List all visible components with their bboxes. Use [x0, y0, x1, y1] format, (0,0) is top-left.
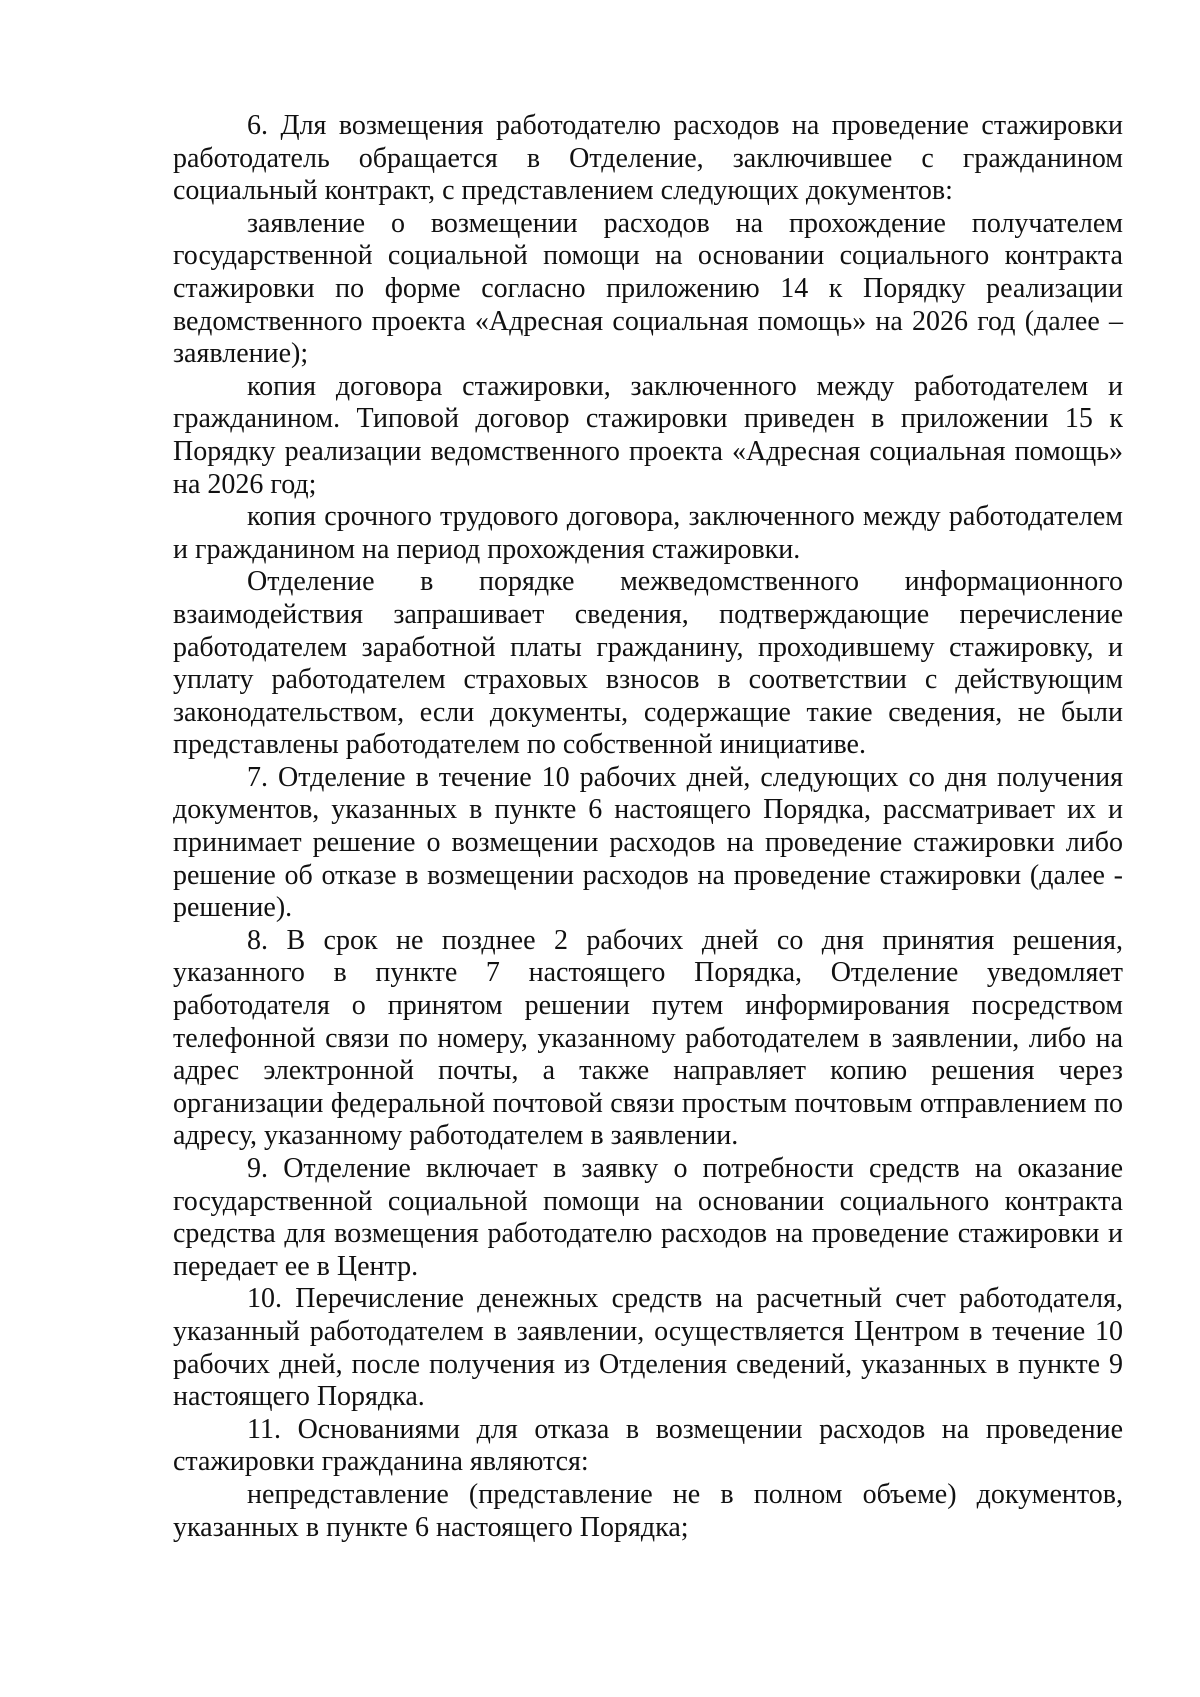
paragraph-8: 8. В срок не позднее 2 рабочих дней со дня принятия решения, указанного в пункте 7 настоящего Порядка, Отделение уведомляет работодателя о принятом решении путем информирования посредством телефонной связи по номеру, указанному работодателем в заявлении, либо на адрес электронной почты, а также направляет копию решения через организации федеральной почтовой связи простым почтовым отправлением по адресу, указанному работодателем в заявлении.: [173, 924, 1123, 1152]
paragraph-10: 10. Перечисление денежных средств на расчетный счет работодателя, указанный работодателем в заявлении, осуществляется Центром в течение 10 рабочих дней, после получения из Отделения сведений, указанных в пункте 9 настоящего Порядка.: [173, 1283, 1123, 1413]
paragraph-application: заявление о возмещении расходов на прохождение получателем государственной социальной помощи на основании социального контракта стажировки по форме согласно приложению 14 к Порядку реализации ведомственного проекта «Адресная социальная помощь» на 2026 год (далее – заявление);: [173, 207, 1123, 370]
paragraph-7: 7. Отделение в течение 10 рабочих дней, следующих со дня получения документов, указанных в пункте 6 настоящего Порядка, рассматривает их и принимает решение о возмещении расходов на проведение стажировки либо решение об отказе в возмещении расходов на проведение стажировки (далее - решение).: [173, 761, 1123, 924]
document-page: [173, 110, 1123, 1544]
paragraph-6: 6. Для возмещения работодателю расходов на проведение стажировки работодатель обращается в Отделение, заключившее с гражданином социальный контракт, с представлением следующих документов:: [173, 110, 1123, 207]
paragraph-labor-contract-copy: копия срочного трудового договора, заключенного между работодателем и гражданином на период прохождения стажировки.: [173, 501, 1123, 565]
paragraph-9: 9. Отделение включает в заявку о потребности средств на оказание государственной социальной помощи на основании социального контракта средства для возмещения работодателю расходов на проведение стажировки и передает ее в Центр.: [173, 1153, 1123, 1282]
paragraph-refusal-ground: непредставление (представление не в полном объеме) документов, указанных в пункте 6 настоящего Порядка;: [173, 1478, 1123, 1543]
paragraph-internship-contract-copy: копия договора стажировки, заключенного между работодателем и гражданином. Типовой договор стажировки приведен в приложении 15 к Порядку реализации ведомственного проекта «Адресная социальная помощь» на 2026 год;: [173, 370, 1123, 500]
paragraph-interagency-request: Отделение в порядке межведомственного информационного взаимодействия запрашивает сведения, подтверждающие перечисление работодателем заработной платы гражданину, проходившему стажировку, и уплату работодателем страховых взносов в соответствии с действующим законодательством, если документы, содержащие такие сведения, не были представлены работодателем по собственной инициативе.: [173, 566, 1123, 761]
paragraph-11: 11. Основаниями для отказа в возмещении расходов на проведение стажировки гражданина являются:: [173, 1413, 1123, 1478]
